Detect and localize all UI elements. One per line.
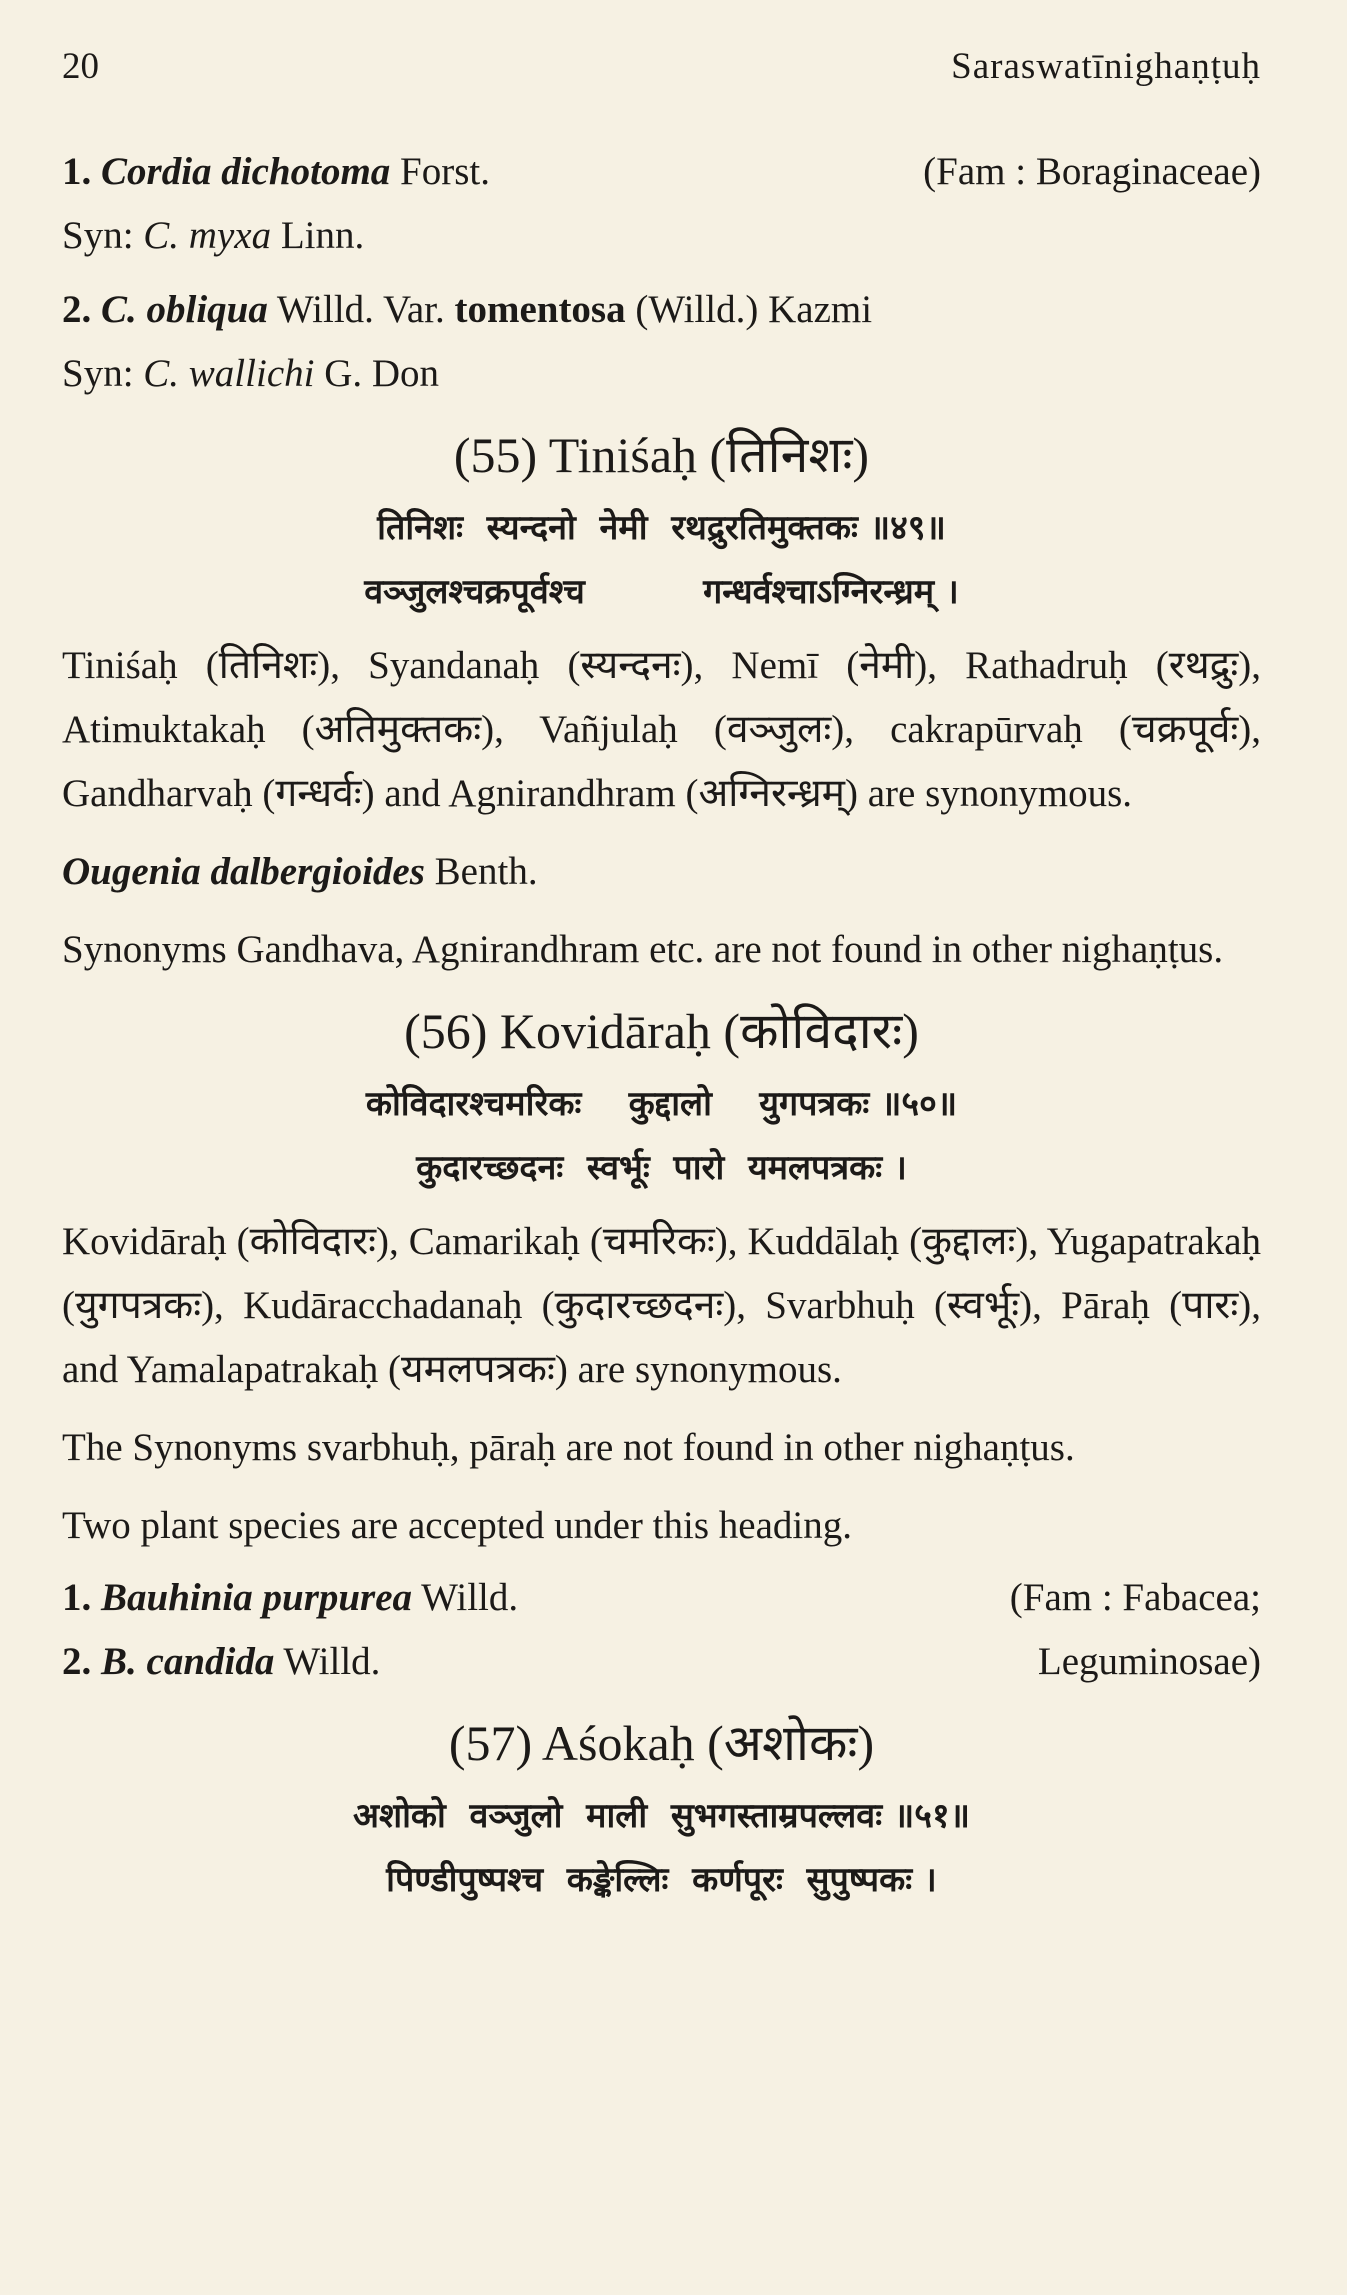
synonym-line: Syn: C. wallichi G. Don [62,352,440,395]
species-2-row: 2. C. obliqua Willd. Var. tomentosa (Willd.) Kazmi [62,288,873,331]
synonym-name: C. wallichi [143,352,315,395]
species-number: 1. [62,150,92,193]
note-paragraph: The Synonyms svarbhuḥ, pāraḥ are not found in other nighaṇṭus. [62,1426,1075,1469]
verse-line: तिनिशः स्यन्दनो नेमी रथद्रुरतिमुक्तकः ॥४९॥ [377,508,946,548]
note-paragraph: Synonyms Gandhava, Agnirandhram etc. are not found in other nighaṇṭus. [62,928,1224,971]
variety-name: tomentosa [454,288,626,331]
species-1-row [62,140,1261,204]
species-name: C. obliqua [101,288,268,331]
species-number: 2. [62,288,92,331]
section-57-heading: (57) Aśokaḥ (अशोकः) [448,1715,875,1771]
running-title: Saraswatīnighaṇṭuḥ [951,46,1261,87]
synonym-paragraph: Tiniśaḥ (तिनिशः), Syandanaḥ (स्यन्दनः), Nemī (नेमी), Rathadruḥ (रथद्रुः), Atimuktakaḥ (अतिमुक्तकः), Vañjulaḥ (वञ्जुलः), cakrapūrvaḥ (चक्रपूर्वः), Gandharvaḥ (गन्धर्वः) and Agnirandhram (अग्निरन्ध्रम्) are synonymous. [62,644,1261,815]
page-number: 20 [62,46,99,87]
verse-line: कुदारच्छदनः स्वर्भूः पारो यमलपत्रकः । [416,1148,907,1188]
synonym-paragraph: Kovidāraḥ (कोविदारः), Camarikaḥ (चमरिकः), Kuddālaḥ (कुद्दालः), Yugapatrakaḥ (युगपत्रकः), Kudāracchadanaḥ (कुदारच्छदनः), Svarbhuḥ (स्वर्भूः), Pāraḥ (पारः), and Yamalapatrakaḥ (यमलपत्रकः) are synonymous. [62,1220,1261,1391]
family-label: (Fam : Boraginaceae) [923,150,1261,193]
section-55-heading: (55) Tiniśaḥ (तिनिशः) [453,427,870,483]
species-2-row: 2. B. candida Willd. Leguminosae) [62,1630,1261,1694]
page-body [62,140,1261,1912]
verse-line: वञ्जुलश्चक्रपूर्वश्च गन्धर्वश्चाऽग्निरन्ध्रम् । [364,572,959,612]
species-name: B. candida [101,1640,275,1683]
synonym-line: Syn: C. myxa Linn. [62,214,365,257]
verse-line: पिण्डीपुष्पश्च कङ्केल्लिः कर्णपूरः सुपुष्पकः । [386,1860,937,1900]
verse-line: कोविदारश्चमरिकः कुद्दालो युगपत्रकः ॥५०॥ [365,1084,958,1124]
species-author: Forst. [390,150,490,193]
species-name: Bauhinia purpurea [101,1576,413,1619]
family-label: (Fam : Fabacea; [1009,1576,1261,1619]
family-label: Leguminosae) [1037,1640,1261,1683]
species-1-row: 1. Bauhinia purpurea Willd. (Fam : Fabacea; [62,1566,1261,1630]
species-name: Ougenia dalbergioides [62,850,425,893]
species-name: Cordia dichotoma [101,150,391,193]
note-paragraph: Two plant species are accepted under this heading. [62,1504,852,1547]
verse-line: अशोको वञ्जुलो माली सुभगस्ताम्रपल्लवः ॥५१॥ [353,1796,970,1836]
section-56-heading: (56) Kovidāraḥ (कोविदारः) [404,1003,919,1059]
synonym-name: C. myxa [143,214,272,257]
botanical-name-line: Ougenia dalbergioides Benth. [62,850,538,893]
page-header [62,45,1261,88]
